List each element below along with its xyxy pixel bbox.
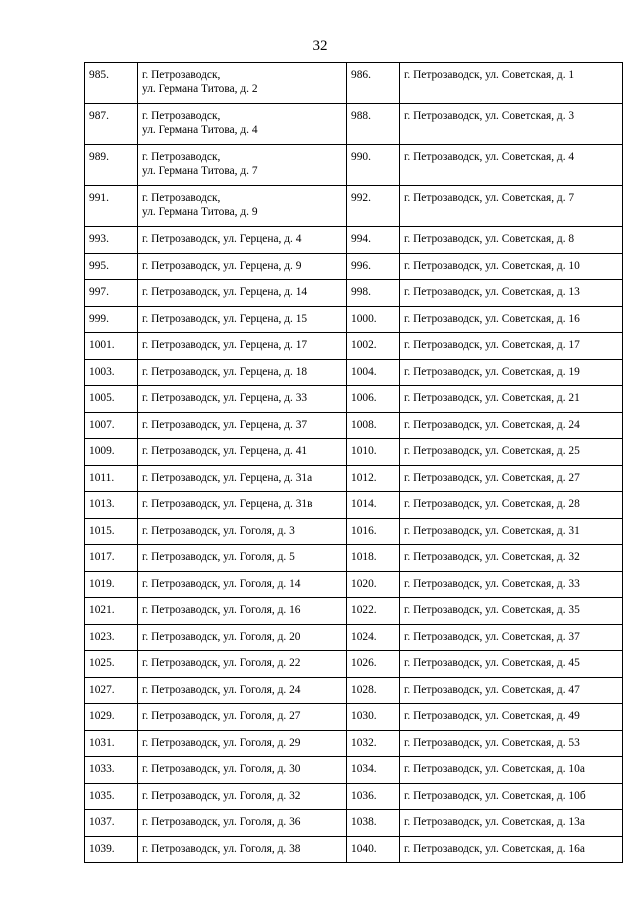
- row-number-left: 1025.: [85, 651, 138, 678]
- address-line: г. Петрозаводск, ул. Гоголя, д. 32: [142, 789, 301, 802]
- address-line: г. Петрозаводск, ул. Советская, д. 17: [404, 339, 580, 351]
- address-cell-left: [138, 651, 347, 678]
- row-number-left: 985.: [85, 63, 138, 104]
- row-number-left: 1023.: [85, 624, 138, 651]
- address-line: г. Петрозаводск, ул. Гоголя, д. 20: [142, 630, 301, 643]
- address-line: г. Петрозаводск, ул. Герцена, д. 18: [142, 365, 308, 378]
- address-cell-left: [138, 145, 347, 186]
- address-line: г. Петрозаводск, ул. Гоголя, д. 5: [142, 551, 295, 563]
- row-number-left: 989.: [85, 145, 138, 186]
- address-cell-right: [400, 624, 623, 651]
- address-cell-left: [138, 836, 347, 863]
- address-cell-left: [138, 412, 347, 439]
- address-line: г. Петрозаводск, ул. Герцена, д. 4: [142, 233, 302, 245]
- address-cell-left: [138, 598, 347, 625]
- row-number-right: 998.: [347, 280, 400, 307]
- table-row: [85, 359, 623, 386]
- address-line: г. Петрозаводск, ул. Советская, д. 28: [404, 498, 580, 510]
- address-cell-right: [400, 104, 623, 145]
- row-number-left: 987.: [85, 104, 138, 145]
- table-row: [85, 810, 623, 837]
- row-number-left: 1021.: [85, 598, 138, 625]
- address-cell-right: [400, 465, 623, 492]
- address-cell-right: [400, 730, 623, 757]
- row-number-right: 1026.: [347, 651, 400, 678]
- table-row: [85, 306, 623, 333]
- row-number-right: 1036.: [347, 783, 400, 810]
- page-number: 32: [312, 38, 328, 54]
- address-cell-left: [138, 359, 347, 386]
- address-line: г. Петрозаводск, ул. Советская, д. 13: [404, 286, 580, 298]
- table-row: [85, 186, 623, 227]
- address-line: г. Петрозаводск, ул. Советская, д. 53: [404, 736, 580, 749]
- row-number-right: 992.: [347, 186, 400, 227]
- address-line: г. Петрозаводск, ул. Советская, д. 19: [404, 365, 580, 378]
- row-number-left: 1013.: [85, 492, 138, 519]
- address-cell-right: [400, 518, 623, 545]
- address-line: ул. Германа Титова, д. 9: [142, 206, 258, 218]
- address-line: г. Петрозаводск, ул. Советская, д. 21: [404, 392, 580, 404]
- table-row: [85, 227, 623, 254]
- address-line: г. Петрозаводск, ул. Советская, д. 31: [404, 524, 580, 537]
- address-cell-left: [138, 624, 347, 651]
- row-number-right: 1012.: [347, 465, 400, 492]
- row-number-right: 1002.: [347, 333, 400, 360]
- address-line: г. Петрозаводск, ул. Гоголя, д. 14: [142, 577, 301, 590]
- address-cell-left: [138, 386, 347, 413]
- address-cell-left: [138, 810, 347, 837]
- address-cell-left: [138, 677, 347, 704]
- address-cell-right: [400, 651, 623, 678]
- row-number-left: 999.: [85, 306, 138, 333]
- address-cell-right: [400, 63, 623, 104]
- address-line: г. Петрозаводск, ул. Советская, д. 49: [404, 710, 580, 722]
- address-line: г. Петрозаводск, ул. Герцена, д. 15: [142, 312, 308, 325]
- row-number-left: 991.: [85, 186, 138, 227]
- table-row: [85, 677, 623, 704]
- table-row: [85, 651, 623, 678]
- address-line: г. Петрозаводск, ул. Советская, д. 47: [404, 683, 580, 696]
- address-cell-right: [400, 386, 623, 413]
- address-cell-right: [400, 359, 623, 386]
- row-number-left: 1015.: [85, 518, 138, 545]
- row-number-left: 1001.: [85, 333, 138, 360]
- address-line: г. Петрозаводск, ул. Герцена, д. 14: [142, 286, 308, 298]
- row-number-right: 1034.: [347, 757, 400, 784]
- row-number-right: 1038.: [347, 810, 400, 837]
- address-cell-right: [400, 439, 623, 466]
- address-cell-right: [400, 757, 623, 784]
- table-row: [85, 386, 623, 413]
- address-line: г. Петрозаводск, ул. Советская, д. 37: [404, 630, 580, 643]
- table-row: [85, 598, 623, 625]
- row-number-right: 1000.: [347, 306, 400, 333]
- address-line: г. Петрозаводск, ул. Советская, д. 27: [404, 471, 580, 484]
- address-cell-left: [138, 439, 347, 466]
- table-row: [85, 439, 623, 466]
- address-line: г. Петрозаводск,: [142, 69, 221, 81]
- address-line: г. Петрозаводск, ул. Герцена, д. 17: [142, 339, 308, 351]
- address-line: г. Петрозаводск, ул. Советская, д. 1: [404, 69, 575, 81]
- row-number-left: 1019.: [85, 571, 138, 598]
- address-line: г. Петрозаводск, ул. Гоголя, д. 27: [142, 710, 301, 722]
- address-cell-left: [138, 306, 347, 333]
- address-line: г. Петрозаводск, ул. Советская, д. 24: [404, 418, 580, 431]
- table-row: [85, 492, 623, 519]
- row-number-right: 1032.: [347, 730, 400, 757]
- address-line: г. Петрозаводск, ул. Герцена, д. 37: [142, 418, 308, 431]
- address-cell-left: [138, 545, 347, 572]
- address-cell-left: [138, 757, 347, 784]
- table-row: [85, 836, 623, 863]
- row-number-right: 1006.: [347, 386, 400, 413]
- address-cell-right: [400, 280, 623, 307]
- row-number-left: 993.: [85, 227, 138, 254]
- address-line: г. Петрозаводск, ул. Советская, д. 10: [404, 259, 580, 272]
- address-line: г. Петрозаводск, ул. Советская, д. 4: [404, 151, 575, 163]
- address-cell-left: [138, 333, 347, 360]
- address-line: г. Петрозаводск, ул. Гоголя, д. 24: [142, 683, 301, 696]
- address-line: г. Петрозаводск, ул. Герцена, д. 9: [142, 259, 302, 272]
- row-number-right: 1028.: [347, 677, 400, 704]
- row-number-right: 1016.: [347, 518, 400, 545]
- table-row: [85, 280, 623, 307]
- address-line: г. Петрозаводск, ул. Гоголя, д. 36: [142, 816, 301, 828]
- address-cell-right: [400, 306, 623, 333]
- table-row: [85, 624, 623, 651]
- address-line: ул. Германа Титова, д. 2: [142, 83, 258, 95]
- address-line: ул. Германа Титова, д. 7: [142, 165, 258, 177]
- row-number-right: 996.: [347, 253, 400, 280]
- address-cell-right: [400, 571, 623, 598]
- address-cell-left: [138, 63, 347, 104]
- address-cell-right: [400, 227, 623, 254]
- address-line: г. Петрозаводск, ул. Советская, д. 35: [404, 604, 580, 616]
- address-cell-right: [400, 810, 623, 837]
- address-line: г. Петрозаводск, ул. Советская, д. 33: [404, 577, 580, 590]
- address-line: г. Петрозаводск, ул. Советская, д. 10а: [404, 763, 585, 775]
- address-line: г. Петрозаводск, ул. Герцена, д. 33: [142, 392, 308, 404]
- address-table-body: [85, 63, 623, 863]
- address-line: г. Петрозаводск,: [142, 192, 221, 204]
- row-number-right: 1040.: [347, 836, 400, 863]
- address-cell-left: [138, 186, 347, 227]
- address-line: г. Петрозаводск, ул. Советская, д. 32: [404, 551, 580, 563]
- row-number-left: 1007.: [85, 412, 138, 439]
- address-line: г. Петрозаводск, ул. Гоголя, д. 3: [142, 524, 295, 537]
- table-row: [85, 104, 623, 145]
- address-cell-left: [138, 704, 347, 731]
- row-number-left: 1027.: [85, 677, 138, 704]
- row-number-left: 1033.: [85, 757, 138, 784]
- address-cell-right: [400, 704, 623, 731]
- row-number-right: 1024.: [347, 624, 400, 651]
- table-row: [85, 571, 623, 598]
- address-cell-right: [400, 545, 623, 572]
- row-number-right: 1014.: [347, 492, 400, 519]
- table-row: [85, 757, 623, 784]
- row-number-left: 1009.: [85, 439, 138, 466]
- address-cell-right: [400, 412, 623, 439]
- address-line: г. Петрозаводск, ул. Герцена, д. 31в: [142, 498, 313, 510]
- row-number-left: 1037.: [85, 810, 138, 837]
- address-line: г. Петрозаводск, ул. Советская, д. 45: [404, 657, 580, 669]
- table-row: [85, 783, 623, 810]
- row-number-right: 1004.: [347, 359, 400, 386]
- address-cell-left: [138, 280, 347, 307]
- address-cell-right: [400, 783, 623, 810]
- row-number-right: 1022.: [347, 598, 400, 625]
- address-line: г. Петрозаводск,: [142, 110, 221, 122]
- address-cell-left: [138, 492, 347, 519]
- row-number-right: 986.: [347, 63, 400, 104]
- address-cell-left: [138, 730, 347, 757]
- address-cell-right: [400, 333, 623, 360]
- address-line: г. Петрозаводск, ул. Герцена, д. 31а: [142, 471, 313, 484]
- row-number-left: 1035.: [85, 783, 138, 810]
- row-number-left: 997.: [85, 280, 138, 307]
- row-number-right: 994.: [347, 227, 400, 254]
- row-number-right: 1020.: [347, 571, 400, 598]
- table-row: [85, 412, 623, 439]
- table-row: [85, 545, 623, 572]
- address-cell-left: [138, 571, 347, 598]
- address-cell-left: [138, 783, 347, 810]
- address-line: г. Петрозаводск, ул. Гоголя, д. 22: [142, 657, 301, 669]
- table-row: [85, 145, 623, 186]
- table-row: [85, 518, 623, 545]
- row-number-left: 1029.: [85, 704, 138, 731]
- address-line: г. Петрозаводск, ул. Советская, д. 16: [404, 312, 580, 325]
- address-line: г. Петрозаводск, ул. Советская, д. 13а: [404, 816, 585, 828]
- address-table: [84, 62, 623, 863]
- address-line: г. Петрозаводск,: [142, 151, 221, 163]
- address-line: г. Петрозаводск, ул. Советская, д. 7: [404, 192, 575, 204]
- row-number-left: 1031.: [85, 730, 138, 757]
- row-number-right: 988.: [347, 104, 400, 145]
- address-line: г. Петрозаводск, ул. Гоголя, д. 29: [142, 736, 301, 749]
- address-line: г. Петрозаводск, ул. Гоголя, д. 38: [142, 842, 301, 855]
- row-number-left: 995.: [85, 253, 138, 280]
- row-number-right: 1030.: [347, 704, 400, 731]
- address-line: г. Петрозаводск, ул. Советская, д. 10б: [404, 789, 586, 802]
- address-line: г. Петрозаводск, ул. Советская, д. 16а: [404, 842, 585, 855]
- table-row: [85, 465, 623, 492]
- table-row: [85, 63, 623, 104]
- row-number-left: 1017.: [85, 545, 138, 572]
- address-cell-right: [400, 677, 623, 704]
- address-line: г. Петрозаводск, ул. Герцена, д. 41: [142, 445, 308, 457]
- table-row: [85, 253, 623, 280]
- row-number-left: 1005.: [85, 386, 138, 413]
- row-number-left: 1011.: [85, 465, 138, 492]
- address-cell-left: [138, 518, 347, 545]
- address-cell-left: [138, 465, 347, 492]
- row-number-right: 990.: [347, 145, 400, 186]
- address-cell-left: [138, 104, 347, 145]
- address-line: г. Петрозаводск, ул. Гоголя, д. 30: [142, 763, 301, 775]
- row-number-left: 1003.: [85, 359, 138, 386]
- row-number-right: 1010.: [347, 439, 400, 466]
- row-number-left: 1039.: [85, 836, 138, 863]
- address-line: г. Петрозаводск, ул. Гоголя, д. 16: [142, 604, 301, 616]
- table-row: [85, 333, 623, 360]
- row-number-right: 1008.: [347, 412, 400, 439]
- address-cell-right: [400, 492, 623, 519]
- address-cell-right: [400, 145, 623, 186]
- table-row: [85, 704, 623, 731]
- address-cell-right: [400, 598, 623, 625]
- address-cell-left: [138, 227, 347, 254]
- address-line: г. Петрозаводск, ул. Советская, д. 8: [404, 233, 575, 245]
- row-number-right: 1018.: [347, 545, 400, 572]
- address-cell-left: [138, 253, 347, 280]
- address-cell-right: [400, 186, 623, 227]
- address-cell-right: [400, 253, 623, 280]
- table-row: [85, 730, 623, 757]
- address-line: г. Петрозаводск, ул. Советская, д. 3: [404, 110, 575, 122]
- address-line: г. Петрозаводск, ул. Советская, д. 25: [404, 445, 580, 457]
- address-line: ул. Германа Титова, д. 4: [142, 124, 258, 136]
- address-cell-right: [400, 836, 623, 863]
